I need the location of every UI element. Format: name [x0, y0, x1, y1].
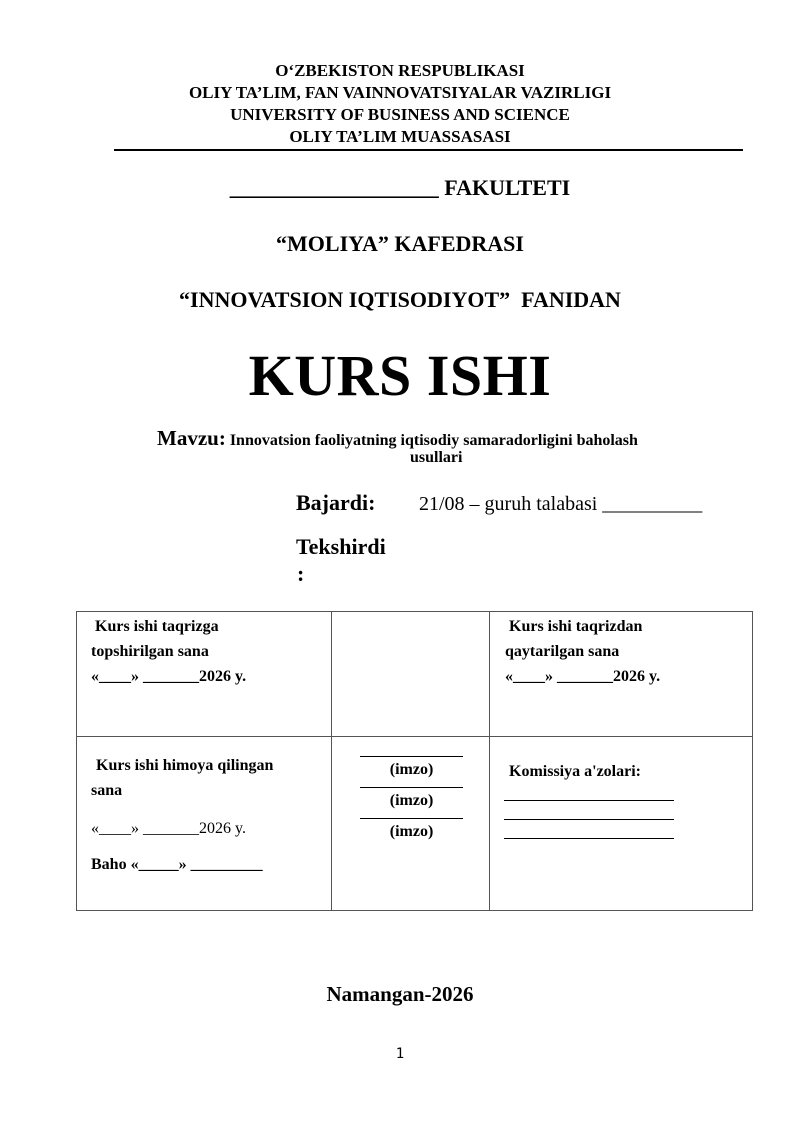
submitted-cell: [77, 612, 332, 737]
faculty-line: ___________________ FAKULTETI: [229, 175, 571, 200]
signature-line-1: [360, 756, 463, 757]
grade-field: Baho «_____» _________: [91, 856, 263, 873]
signature-label-3: (imzo): [389, 823, 434, 840]
submitted-line-2: topshirilgan sana: [91, 643, 209, 660]
ministry-header: [0, 60, 800, 148]
commission-label: Komissiya a'zolari:: [509, 763, 641, 780]
signature-line-3: [360, 818, 463, 819]
defended-line-1: Kurs ishi himoya qilingan: [96, 757, 274, 774]
signature-line-2: [360, 787, 463, 788]
document-title: KURS ISHI: [248, 343, 552, 408]
topic-text-line-1: Innovatsion faoliyatning iqtisodiy samaradorligini baholash: [229, 432, 638, 449]
topic-label: Mavzu:: [157, 426, 226, 450]
commission-cell: [490, 737, 753, 911]
defended-cell: [77, 737, 332, 911]
city-year: Namangan-2026: [326, 982, 474, 1006]
empty-cell: [332, 612, 490, 737]
checker-colon: :: [297, 561, 305, 586]
submitted-line-1: Kurs ishi taqrizga: [95, 618, 219, 635]
subject-line: “INNOVATSION IQTISODIYOT” FANIDAN: [179, 287, 621, 312]
review-signature-table: [76, 611, 753, 911]
defended-date: «____» _______2026 y.: [91, 820, 246, 837]
performer-label: Bajardi:: [296, 490, 376, 515]
commission-line-2: [504, 801, 674, 820]
defended-line-2: sana: [91, 782, 123, 799]
signatures-cell: [332, 737, 490, 911]
signature-label-1: (imzo): [389, 761, 434, 778]
header-line-3: UNIVERSITY OF BUSINESS AND SCIENCE: [230, 105, 570, 124]
signature-label-2: (imzo): [389, 792, 434, 809]
page-number: 1: [395, 1046, 405, 1062]
returned-cell: [490, 612, 753, 737]
header-line-4: OLIY TA’LIM MUASSASASI: [289, 127, 511, 146]
returned-line-1: Kurs ishi taqrizdan: [509, 618, 643, 635]
header-line-2: OLIY TA’LIM, FAN VAINNOVATSIYALAR VAZIRLIGI: [188, 83, 612, 102]
returned-line-2: qaytarilgan sana: [505, 643, 620, 660]
submitted-date: «____» _______2026 y.: [91, 668, 247, 685]
header-divider: [114, 149, 743, 151]
topic-text-line-2: usullari: [410, 449, 463, 466]
performer-value: 21/08 – guruh talabasi __________: [419, 493, 703, 515]
commission-line-3: [504, 820, 674, 839]
checker-label: Tekshirdi: [296, 534, 386, 559]
returned-date: «____» _______2026 y.: [505, 668, 661, 685]
commission-line-1: [504, 786, 674, 801]
header-line-1: O‘ZBEKISTON RESPUBLIKASI: [275, 61, 525, 80]
topic-block: [157, 426, 757, 450]
department-line: “MOLIYA” KAFEDRASI: [276, 231, 524, 256]
